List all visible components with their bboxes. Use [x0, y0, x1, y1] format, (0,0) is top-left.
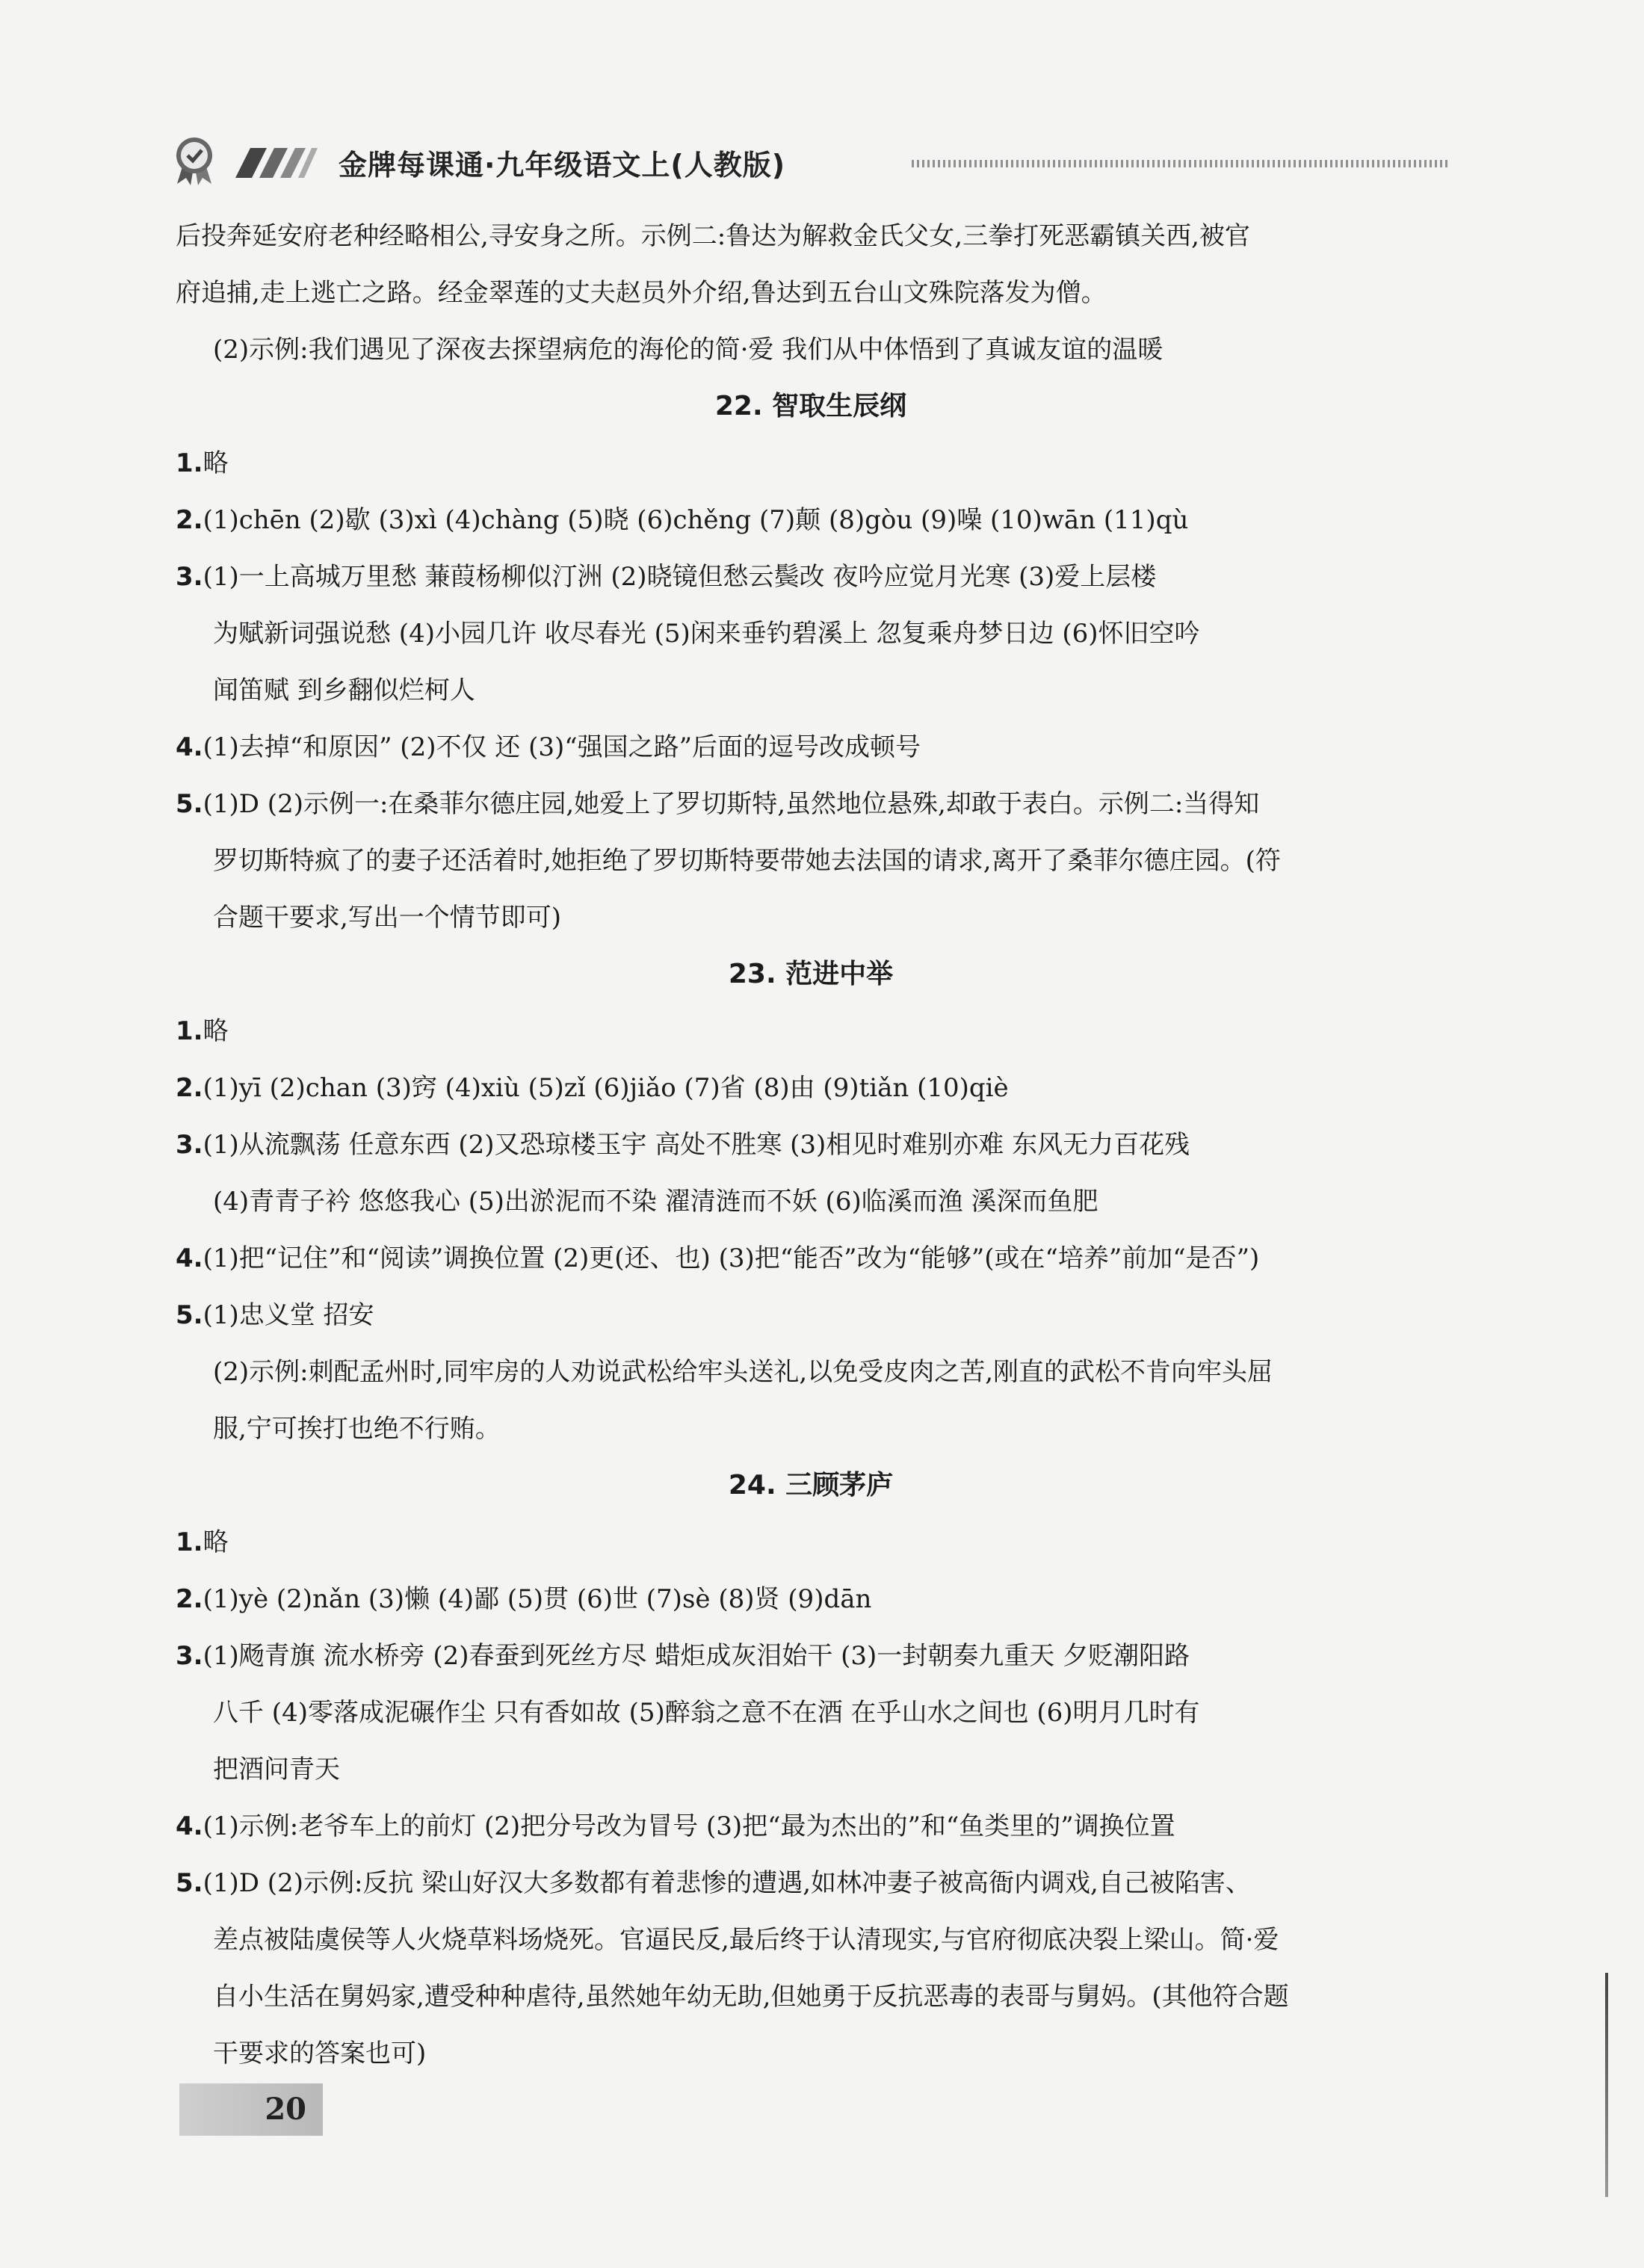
header-stripes-icon	[228, 148, 318, 178]
item-number: 1.	[176, 1527, 203, 1557]
item-number: 3.	[176, 562, 203, 592]
item-line: (1)D (2)示例:反抗 梁山好汉大多数都有着悲惨的遭遇,如林冲妻子被高衙内调戏,自己被陷害、	[203, 1868, 1251, 1898]
item-line: 罗切斯特疯了的妻子还活着时,她拒绝了罗切斯特要带她去法国的请求,离开了桑菲尔德庄园。(符	[213, 846, 1281, 876]
item-line: 差点被陆虞侯等人火烧草料场烧死。官逼民反,最后终于认清现实,与官府彻底决裂上梁山。简·爱	[213, 1925, 1279, 1955]
item-line: (1)去掉“和原因” (2)不仅 还 (3)“强国之路”后面的逗号改成顿号	[203, 732, 921, 762]
item-line: 略	[203, 1016, 229, 1046]
item-number: 1.	[176, 1016, 203, 1046]
item-line: (4)青青子衿 悠悠我心 (5)出淤泥而不染 濯清涟而不妖 (6)临溪而渔 溪深而鱼肥	[213, 1187, 1098, 1217]
item-number: 4.	[176, 732, 203, 762]
item-line: (1)D (2)示例一:在桑菲尔德庄园,她爱上了罗切斯特,虽然地位悬殊,却敢于表白。示例二:当得知	[203, 789, 1260, 819]
item-line: 干要求的答案也可)	[213, 2039, 427, 2068]
header-rule	[912, 160, 1450, 167]
item-number: 2.	[176, 1584, 203, 1614]
item-number: 5.	[176, 789, 203, 819]
item-line: (1)飏青旗 流水桥旁 (2)春蚕到死丝方尽 蜡炬成灰泪始干 (3)一封朝奏九重天 夕贬潮阳路	[203, 1641, 1190, 1671]
item-line: (1)把“记住”和“阅读”调换位置 (2)更(还、也) (3)把“能否”改为“能够”(或在“培养”前加“是否”)	[203, 1243, 1260, 1273]
item-line: (1)chēn (2)歇 (3)xì (4)chàng (5)晓 (6)chěng (7)颠 (8)gòu (9)噪 (10)wān (11)qù	[203, 505, 1189, 535]
item-line: (1)yè (2)nǎn (3)懒 (4)鄙 (5)贯 (6)世 (7)sè (8)贤 (9)dān	[203, 1584, 872, 1614]
item-line: 为赋新词强说愁 (4)小园几许 收尽春光 (5)闲来垂钓碧溪上 忽复乘舟梦日边 (6)怀旧空吟	[213, 619, 1200, 649]
item-number: 2.	[176, 1073, 203, 1103]
item-number: 3.	[176, 1130, 203, 1160]
item-line: 把酒问青天	[213, 1755, 340, 1785]
section-title: 24. 三顾茅庐	[728, 1470, 894, 1501]
scan-edge-mark	[1605, 1973, 1608, 2197]
item-number: 1.	[176, 448, 203, 478]
item-line: (1)yī (2)chan (3)窍 (4)xiù (5)zǐ (6)jiǎo (7)省 (8)由 (9)tiǎn (10)qiè	[203, 1073, 1009, 1103]
page-number: 20	[265, 2092, 306, 2127]
item-line: 略	[203, 448, 229, 478]
item-line: 合题干要求,写出一个情节即可)	[213, 903, 562, 933]
item-line: (1)忠义堂 招安	[203, 1300, 374, 1330]
section-title: 23. 范进中举	[728, 959, 894, 989]
intro-line: 后投奔延安府老种经略相公,寻安身之所。示例二:鲁达为解救金氏父女,三拳打死恶霸镇关西,被官	[176, 221, 1250, 251]
section-title: 22. 智取生辰纲	[714, 391, 907, 421]
answer-content	[176, 208, 1446, 2082]
item-line: (1)示例:老爷车上的前灯 (2)把分号改为冒号 (3)把“最为杰出的”和“鱼类里的”调换位置	[203, 1811, 1175, 1841]
item-number: 4.	[176, 1243, 203, 1273]
item-number: 5.	[176, 1300, 203, 1330]
intro-line: 府追捕,走上逃亡之路。经金翠莲的丈夫赵员外介绍,鲁达到五台山文殊院落发为僧。	[176, 278, 1107, 308]
item-line: 自小生活在舅妈家,遭受种种虐待,虽然她年幼无助,但她勇于反抗恶毒的表哥与舅妈。(其他符合题	[213, 1982, 1289, 2012]
item-line: 闻笛赋 到乡翻似烂柯人	[213, 676, 475, 705]
item-number: 3.	[176, 1641, 203, 1671]
ribbon-badge-icon	[168, 135, 220, 187]
item-line: 服,宁可挨打也绝不行贿。	[213, 1414, 501, 1444]
item-number: 2.	[176, 505, 203, 535]
item-line: (1)从流飘荡 任意东西 (2)又恐琼楼玉宇 高处不胜寒 (3)相见时难别亦难 东风无力百花残	[203, 1130, 1190, 1160]
item-line: 略	[203, 1527, 229, 1557]
header-title: 金牌每课通·九年级语文上(人教版)	[339, 149, 786, 182]
page-header	[168, 142, 1453, 187]
item-line: (2)示例:刺配孟州时,同牢房的人劝说武松给牢头送礼,以免受皮肉之苦,刚直的武松不肯向牢头屈	[213, 1357, 1273, 1387]
item-number: 5.	[176, 1868, 203, 1898]
item-line: 八千 (4)零落成泥碾作尘 只有香如故 (5)醉翁之意不在酒 在乎山水之间也 (6)明月几时有	[213, 1698, 1200, 1728]
item-line: (1)一上高城万里愁 蒹葭杨柳似汀洲 (2)晓镜但愁云鬓改 夜吟应觉月光寒 (3)爱上层楼	[203, 562, 1157, 592]
item-number: 4.	[176, 1811, 203, 1841]
intro-line: (2)示例:我们遇见了深夜去探望病危的海伦的简·爱 我们从中体悟到了真诚友谊的温暖	[213, 335, 1164, 365]
